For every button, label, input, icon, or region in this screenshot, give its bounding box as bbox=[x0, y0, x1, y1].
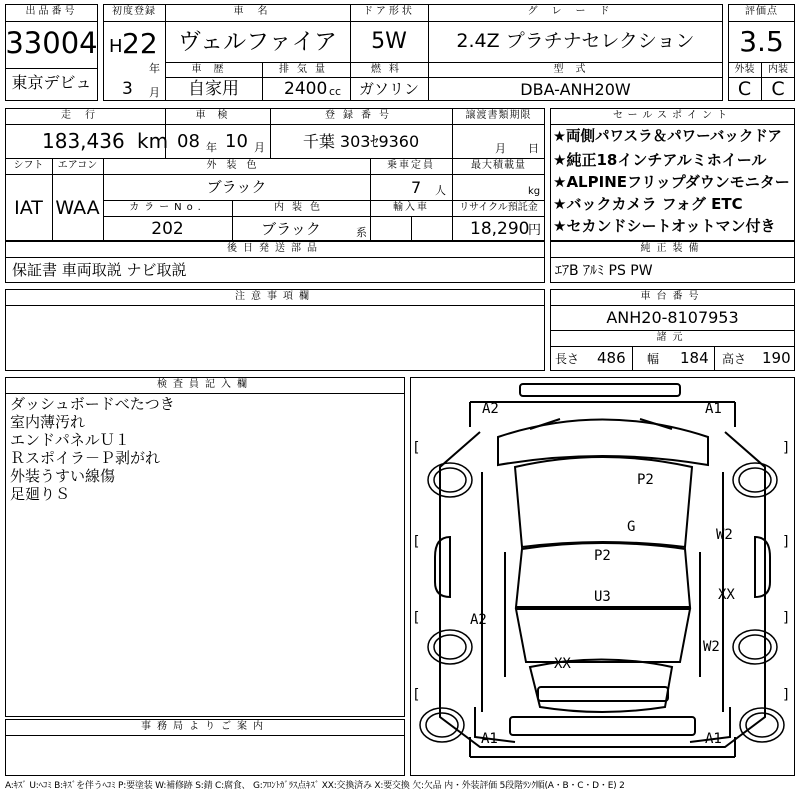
color-number-label: カラーNo. bbox=[129, 202, 206, 213]
lot-number: 33004 bbox=[5, 26, 98, 60]
damage-label: A1 bbox=[705, 401, 722, 417]
damage-label: A2 bbox=[482, 401, 499, 417]
sales-point-item: ★ALPINEフリップダウンモニター bbox=[553, 173, 790, 191]
damage-label: XX bbox=[554, 656, 571, 672]
inspector-note: 室内薄汚れ bbox=[10, 413, 86, 431]
capacity-value: 7 bbox=[411, 178, 422, 197]
fuel-value: ガソリン bbox=[358, 80, 419, 98]
office-label: 事務局よりご案内 bbox=[141, 721, 269, 732]
model-value: DBA-ANH20W bbox=[520, 80, 631, 99]
registration-month: 3 bbox=[122, 79, 133, 99]
month-unit: 月 bbox=[149, 86, 160, 99]
damage-label: W2 bbox=[716, 527, 733, 543]
length-value: 486 bbox=[597, 349, 626, 367]
width-value: 184 bbox=[680, 349, 709, 367]
sales-point-item: ★両側パワスラ＆パワーバックドア bbox=[553, 129, 782, 145]
damage-label: A1 bbox=[705, 731, 722, 747]
inspector-note: Ｒスポイラ－Ｐ剥がれ bbox=[10, 449, 161, 467]
car-name-label: 車名 bbox=[233, 6, 282, 17]
bracket-mark: [ bbox=[412, 687, 421, 703]
damage-label: XX bbox=[718, 587, 735, 603]
plate-label: 登録番号 bbox=[325, 110, 397, 121]
bracket-mark: [ bbox=[412, 440, 421, 456]
length-label: 長さ bbox=[555, 352, 580, 366]
damage-label: A1 bbox=[481, 731, 498, 747]
recycle-deposit-unit: 円 bbox=[528, 223, 542, 238]
later-parts-label: 後日発送部品 bbox=[227, 243, 323, 254]
exterior-color-value: ブラック bbox=[206, 178, 267, 196]
displacement-unit: cc bbox=[329, 85, 342, 98]
bracket-mark: ] bbox=[782, 534, 791, 550]
bracket-mark: ] bbox=[782, 440, 791, 456]
door-label: ドア形状 bbox=[363, 6, 415, 17]
inspection-year-unit: 年 bbox=[206, 141, 217, 154]
sales-points-label: セールスポイント bbox=[612, 110, 733, 121]
capacity-label: 乗車定員 bbox=[387, 160, 435, 171]
grade-value: 2.4Z プラチナセレクション bbox=[456, 30, 695, 52]
era: H bbox=[109, 36, 123, 57]
fuel-label: 燃料 bbox=[371, 64, 407, 75]
max-load-label: 最大積載量 bbox=[471, 160, 526, 171]
interior-color-label: 内装色 bbox=[274, 202, 328, 213]
height-label: 高さ bbox=[722, 352, 747, 366]
damage-label: P2 bbox=[594, 548, 611, 564]
exterior-score-label: 外装 bbox=[734, 64, 755, 75]
door-value: 5W bbox=[371, 29, 407, 54]
bracket-mark: ] bbox=[782, 610, 791, 626]
mileage-label: 走行 bbox=[61, 110, 109, 121]
damage-label: U3 bbox=[594, 589, 611, 605]
inspector-note: ダッシュボードべたつき bbox=[10, 395, 175, 413]
lot-number-label: 出品番号 bbox=[25, 6, 78, 17]
recycle-deposit-value: 18,290 bbox=[470, 219, 530, 239]
dimensions-label: 諸元 bbox=[656, 332, 689, 343]
car-outline-drawing bbox=[410, 377, 795, 776]
grade-label: グレード bbox=[527, 6, 624, 17]
shift-value: IAT bbox=[14, 197, 43, 219]
chassis-number-value: ANH20-8107953 bbox=[606, 308, 739, 327]
color-number-value: 202 bbox=[151, 219, 184, 239]
displacement-label: 排気量 bbox=[279, 64, 333, 75]
score-value: 3.5 bbox=[739, 25, 784, 58]
bracket-mark: [ bbox=[412, 534, 421, 550]
damage-legend: A:ｷｽﾞ U:ﾍｺﾐ B:ｷｽﾞを伴うﾍｺﾐ P:要塗装 W:補修跡 S:錆 C:腐食、 G:ﾌﾛﾝﾄｶﾞﾗｽ点ｷｽﾞ XX:交換済み X:要交換 欠:欠品 内・外装評価 5段階ﾗﾝｸ順(A・B・C・D・E) 2 bbox=[5, 781, 625, 791]
max-load-unit: kg bbox=[528, 186, 541, 197]
interior-color-unit: 系 bbox=[356, 226, 367, 239]
year-unit: 年 bbox=[149, 62, 160, 75]
inspector-note: 外装うすい線傷 bbox=[10, 467, 116, 485]
bracket-mark: ] bbox=[782, 687, 791, 703]
later-parts-value: 保証書 車両取説 ナビ取説 bbox=[12, 261, 187, 279]
interior-score-label: 内装 bbox=[768, 64, 788, 75]
model-label: 型式 bbox=[553, 64, 598, 75]
transfer-month-unit: 月 bbox=[495, 142, 506, 155]
damage-label: G bbox=[627, 519, 636, 535]
inspection-label: 車検 bbox=[195, 110, 240, 121]
recycle-deposit-label: リサイクル預託金 bbox=[459, 202, 538, 213]
ac-label: エアコン bbox=[57, 160, 98, 171]
sales-point-item: ★純正18インチアルミホイール bbox=[553, 151, 767, 169]
exterior-score: C bbox=[737, 78, 752, 100]
width-label: 幅 bbox=[647, 352, 660, 366]
bracket-mark: [ bbox=[412, 610, 421, 626]
registration-year: 22 bbox=[122, 27, 158, 60]
inspector-label: 検査員記入欄 bbox=[157, 379, 253, 390]
interior-color-value: ブラック bbox=[261, 220, 321, 238]
chassis-number-label: 車台番号 bbox=[640, 291, 705, 302]
mileage-value: 183,436 bbox=[42, 129, 125, 153]
exterior-color-label: 外装色 bbox=[206, 160, 267, 171]
ac-value: WAA bbox=[55, 197, 100, 219]
genuine-equipment-value: ｴｱB ｱﾙﾐ PS PW bbox=[555, 263, 653, 279]
inspection-year: 08 bbox=[177, 131, 200, 152]
interior-score: C bbox=[771, 78, 785, 100]
inspection-month: 10 bbox=[225, 131, 248, 152]
genuine-equipment-label: 純正装備 bbox=[640, 243, 705, 254]
first-registration-label: 初度登録 bbox=[112, 6, 156, 17]
capacity-unit: 人 bbox=[435, 184, 446, 197]
notes-label: 注意事項欄 bbox=[235, 291, 315, 302]
shift-label: シフト bbox=[13, 160, 44, 171]
displacement-value: 2400 bbox=[284, 79, 328, 99]
damage-label: P2 bbox=[637, 472, 654, 488]
inspection-month-unit: 月 bbox=[254, 141, 265, 154]
damage-label: A2 bbox=[470, 612, 487, 628]
sales-point-item: ★バックカメラ フォグ ETC bbox=[553, 195, 743, 213]
import-label: 輸入車 bbox=[393, 202, 429, 213]
mileage-unit: km bbox=[137, 129, 169, 153]
transfer-deadline-label: 譲渡書類期限 bbox=[465, 110, 532, 121]
history-value: 自家用 bbox=[188, 79, 239, 99]
inspector-note: エンドパネルＵ１ bbox=[10, 431, 130, 449]
debut-label: 東京デビュ bbox=[11, 73, 92, 92]
sales-point-item: ★セカンドシートオットマン付き bbox=[553, 217, 776, 235]
plate-value: 千葉 303ｾ9360 bbox=[302, 132, 420, 151]
damage-label: W2 bbox=[703, 639, 720, 655]
inspector-note: 足廻りＳ bbox=[10, 485, 71, 503]
history-label: 車歴 bbox=[191, 64, 236, 75]
score-label: 評価点 bbox=[745, 6, 778, 17]
car-name: ヴェルファイア bbox=[178, 29, 337, 55]
transfer-day-unit: 日 bbox=[528, 142, 539, 155]
height-value: 190 bbox=[762, 349, 791, 367]
